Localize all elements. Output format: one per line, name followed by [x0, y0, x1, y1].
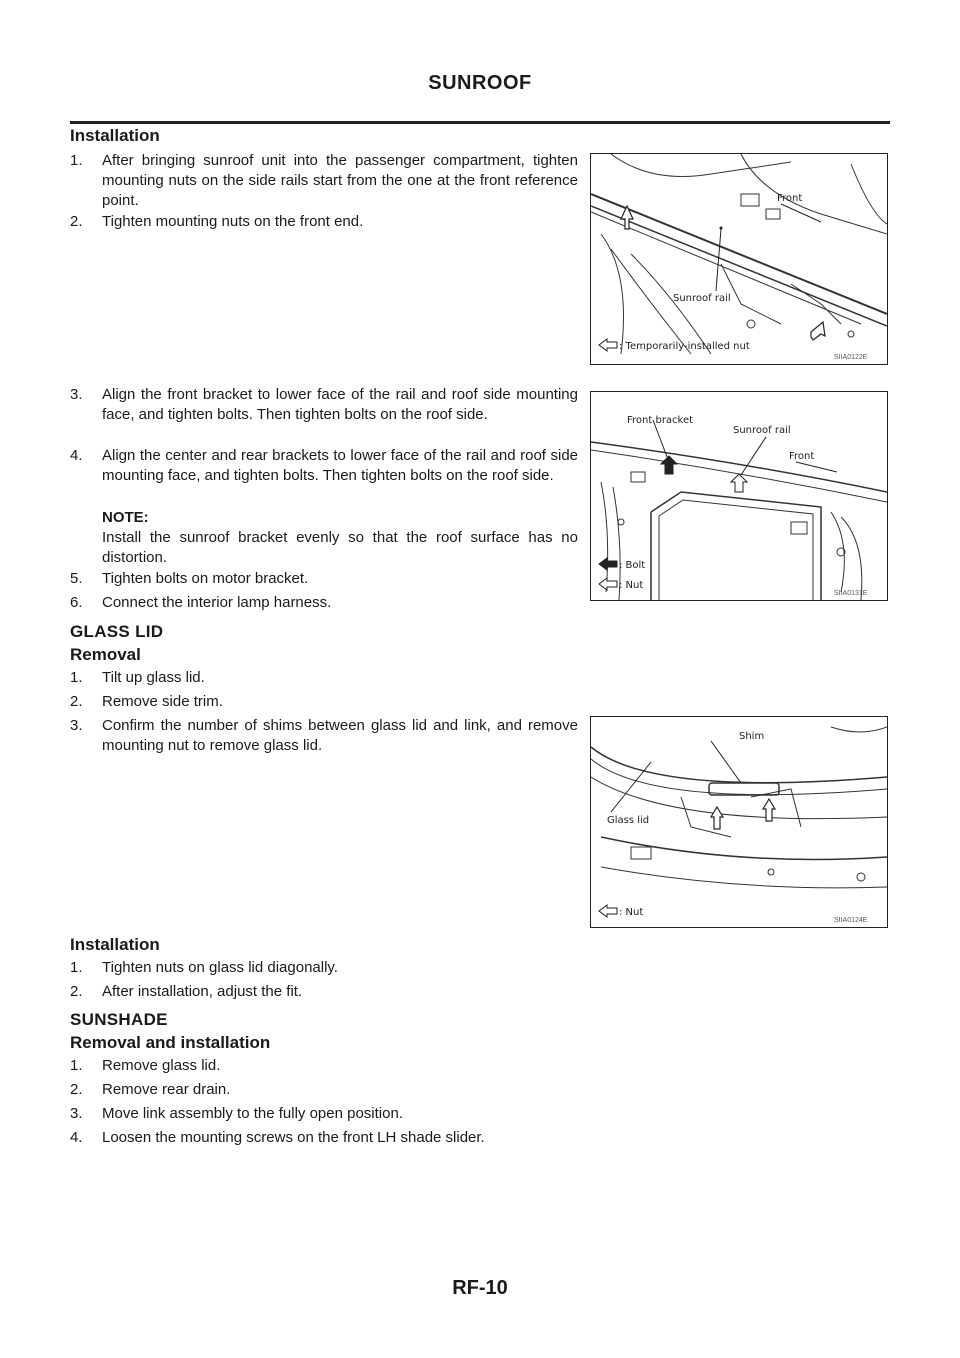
removal-heading: Removal — [70, 645, 141, 664]
glass-lid-installation-heading: Installation — [70, 935, 160, 954]
label-front: Front — [777, 193, 803, 204]
step-number: 1. — [70, 152, 83, 169]
page-number: RF-10 — [452, 1277, 508, 1299]
note-label: NOTE: — [102, 509, 149, 526]
figure-code: SIIA0124E — [834, 917, 868, 924]
step-number: 2. — [70, 983, 83, 1000]
page-title: SUNROOF — [428, 72, 532, 94]
step-text: Remove glass lid. — [102, 1057, 221, 1074]
step-number: 3. — [70, 1105, 83, 1122]
label-front-bracket: Front bracket — [627, 415, 694, 426]
list-item — [70, 692, 578, 712]
step-number: 2. — [70, 693, 83, 710]
step-text: Move link assembly to the fully open position. — [102, 1105, 403, 1122]
note-block — [102, 508, 578, 568]
step-number: 5. — [70, 570, 83, 587]
legend-temporarily-installed-nut: : Temporarily-installed nut — [619, 341, 750, 352]
figure-sunroof-rail-drawing — [591, 154, 887, 364]
nut-arrow-icon — [811, 322, 825, 340]
step-text: Connect the interior lamp harness. — [102, 594, 332, 611]
step-number: 2. — [70, 1081, 83, 1098]
figure-front-bracket-drawing — [591, 392, 887, 600]
label-sunroof-rail: Sunroof rail — [673, 293, 731, 304]
step-text: Loosen the mounting screws on the front LH shade slider. — [102, 1129, 485, 1146]
nut-arrow-icon — [731, 474, 747, 492]
installation-heading: Installation — [70, 126, 160, 145]
step-number: 3. — [70, 717, 83, 734]
figure-code: SIIA0122E — [834, 354, 868, 361]
legend-nut: : Nut — [619, 580, 644, 591]
legend-nut: : Nut — [619, 907, 644, 918]
list-item — [70, 1128, 578, 1148]
figure-front-bracket — [590, 391, 888, 601]
step-number: 1. — [70, 959, 83, 976]
label-glass-lid: Glass lid — [607, 815, 650, 826]
step-text: Remove side trim. — [102, 693, 223, 710]
step-text: Confirm the number of shims between glass lid and link, and remove mounting nut to remove glass lid. — [102, 717, 578, 754]
legend-arrow-icon — [599, 339, 617, 351]
step-number: 3. — [70, 386, 83, 403]
sunshade-heading: SUNSHADE — [70, 1010, 168, 1029]
step-number: 1. — [70, 1057, 83, 1074]
list-item — [70, 151, 578, 211]
list-item — [70, 1056, 578, 1076]
list-item — [70, 385, 578, 425]
step-number: 4. — [70, 1129, 83, 1146]
figure-code: SIIA0131E — [834, 590, 868, 597]
bolt-arrow-icon — [661, 456, 677, 474]
label-front: Front — [789, 451, 815, 462]
list-item — [70, 716, 578, 756]
nut-arrow-icon — [711, 807, 723, 829]
list-item — [70, 1104, 578, 1124]
step-text: Tilt up glass lid. — [102, 669, 205, 686]
legend-nut-icon — [599, 905, 617, 917]
step-text: Tighten nuts on glass lid diagonally. — [102, 959, 338, 976]
step-text: Align the center and rear brackets to lower face of the rail and roof side mounting face, and tighten bolts. Then tighten bolts on the roof side. — [102, 447, 578, 484]
list-item — [70, 1080, 578, 1100]
figure-glass-lid-drawing — [591, 717, 887, 927]
legend-nut-icon — [599, 578, 617, 590]
sunshade-sub-heading: Removal and installation — [70, 1033, 271, 1052]
list-item — [70, 212, 578, 232]
label-sunroof-rail: Sunroof rail — [733, 425, 791, 436]
list-item — [70, 668, 578, 688]
list-item — [70, 446, 578, 486]
list-item — [70, 593, 578, 613]
step-text: After installation, adjust the fit. — [102, 983, 303, 1000]
step-text: Remove rear drain. — [102, 1081, 231, 1098]
step-number: 2. — [70, 213, 83, 230]
step-number: 1. — [70, 669, 83, 686]
step-number: 4. — [70, 447, 83, 464]
list-item — [70, 569, 578, 589]
glass-lid-heading: GLASS LID — [70, 622, 164, 641]
figure-sunroof-rail — [590, 153, 888, 365]
list-item — [70, 982, 578, 1002]
list-item — [70, 958, 578, 978]
figure-glass-lid — [590, 716, 888, 928]
legend-bolt: : Bolt — [619, 560, 646, 571]
step-number: 6. — [70, 594, 83, 611]
title-divider — [70, 121, 890, 124]
note-text: Install the sunroof bracket evenly so that the roof surface has no distortion. — [102, 529, 578, 566]
step-text: Tighten mounting nuts on the front end. — [102, 213, 364, 230]
label-shim: Shim — [739, 731, 765, 742]
step-text: Align the front bracket to lower face of the rail and roof side mounting face, and tighten bolts. Then tighten bolts on the roof side. — [102, 386, 578, 423]
step-text: Tighten bolts on motor bracket. — [102, 570, 309, 587]
step-text: After bringing sunroof unit into the passenger compartment, tighten mounting nuts on the side rails start from the one at the front reference point. — [102, 152, 578, 209]
